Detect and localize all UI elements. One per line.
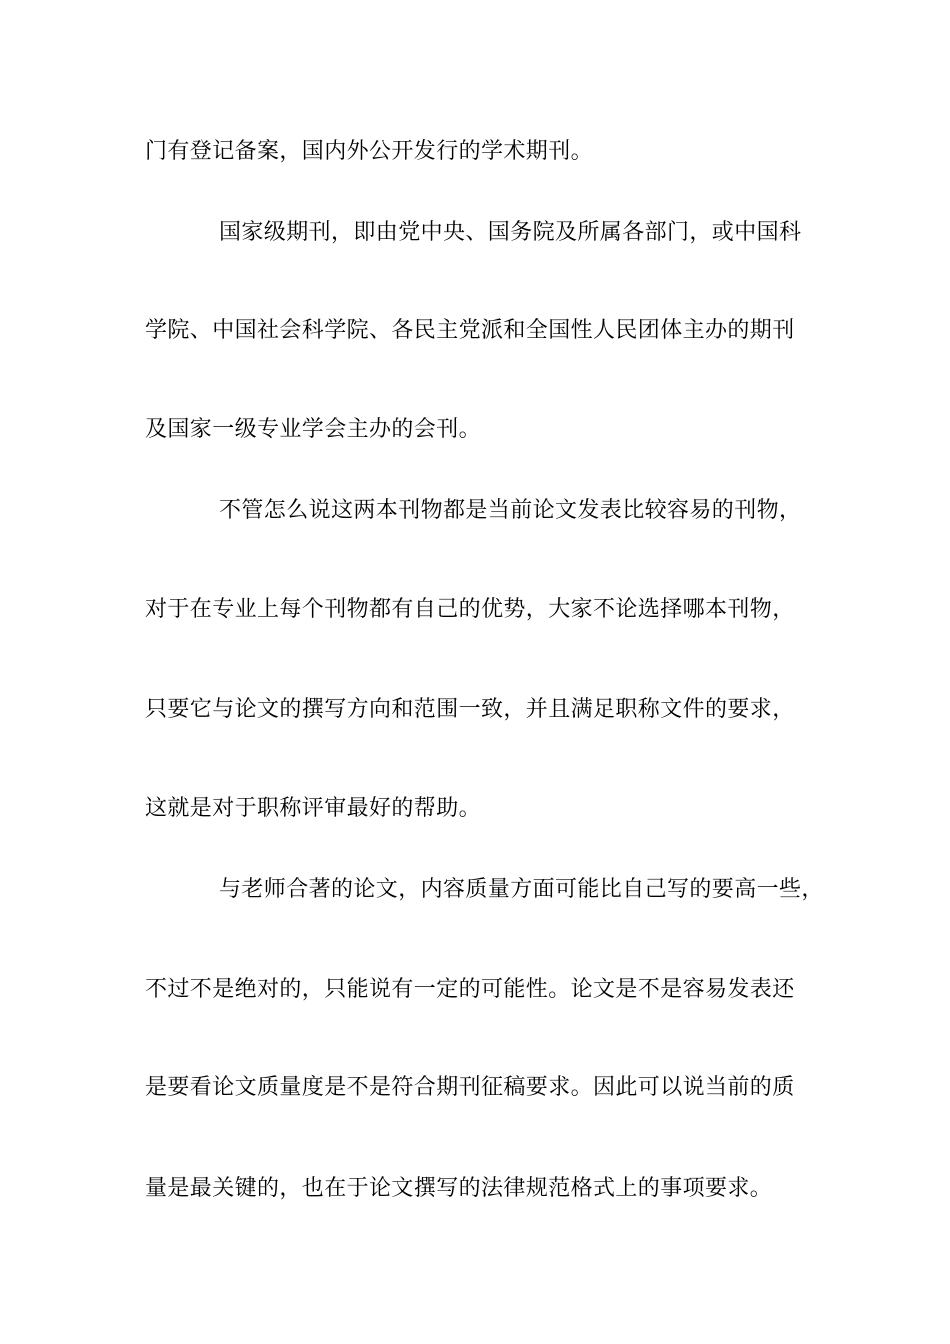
- paragraph-start-line: 不管怎么说这两本刊物都是当前论文发表比较容易的刊物，: [219, 498, 802, 523]
- text-line: 不过不是绝对的，只能说有一定的可能性。论文是不是容易发表还: [145, 977, 795, 1002]
- paragraph-start-line: 与老师合著的论文，内容质量方面可能比自己写的要高一些，: [219, 877, 824, 902]
- text-line: 门有登记备案，国内外公开发行的学术期刊。: [145, 139, 594, 164]
- text-line: 及国家一级专业学会主办的会刊。: [145, 417, 482, 442]
- text-line: 只要它与论文的撰写方向和范围一致，并且满足职称文件的要求，: [145, 697, 795, 722]
- text-line: 对于在专业上每个刊物都有自己的优势，大家不论选择哪本刊物，: [145, 597, 795, 622]
- text-line: 这就是对于职称评审最好的帮助。: [145, 796, 482, 821]
- paragraph-start-line: 国家级期刊，即由党中央、国务院及所属各部门，或中国科: [219, 220, 802, 245]
- text-line: 是要看论文质量度是不是符合期刊征稿要求。因此可以说当前的质: [145, 1075, 795, 1100]
- text-line: 学院、中国社会科学院、各民主党派和全国性人民团体主办的期刊: [145, 318, 795, 343]
- text-line: 量是最关键的，也在于论文撰写的法律规范格式上的事项要求。: [145, 1176, 773, 1201]
